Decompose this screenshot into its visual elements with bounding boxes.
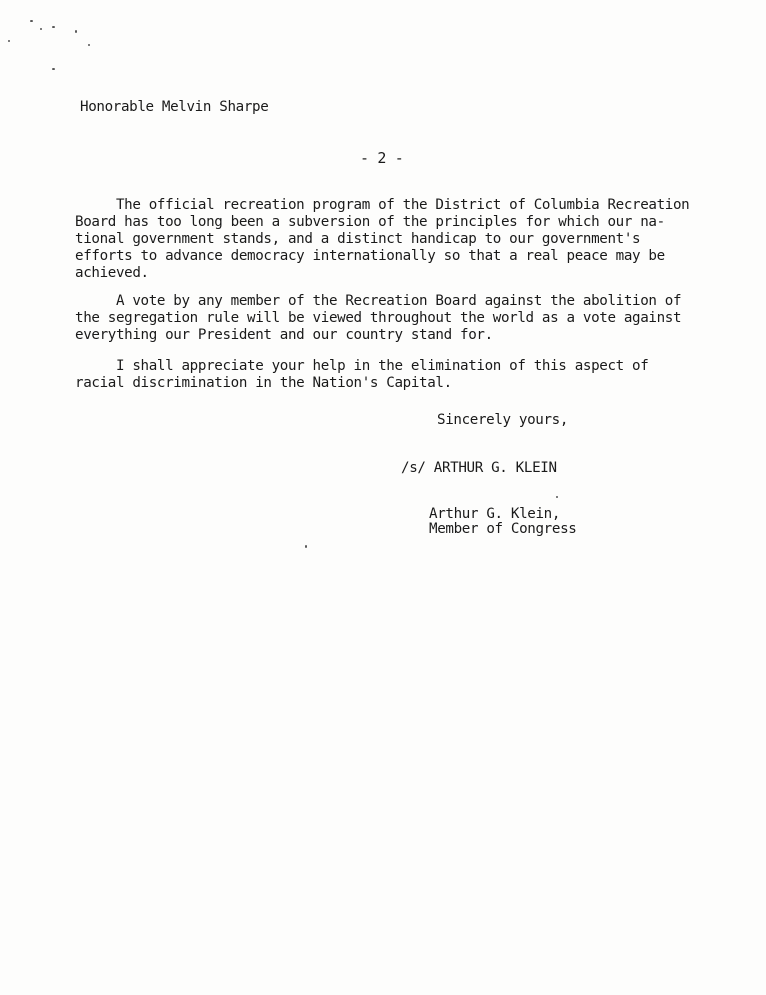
paragraph-line: the segregation rule will be viewed throughout the world as a vote against <box>75 310 682 326</box>
addressee-line: Honorable Melvin Sharpe <box>80 99 269 115</box>
scan-speck <box>8 40 10 42</box>
paragraph-3 <box>75 358 695 392</box>
scan-speck <box>88 44 90 46</box>
scan-speck <box>52 68 55 70</box>
paragraph-line: I shall appreciate your help in the elimination of this aspect of <box>75 358 649 374</box>
signer-title: Member of Congress <box>429 521 577 537</box>
paragraph-2 <box>75 293 695 344</box>
scan-speck <box>556 496 558 498</box>
scan-speck <box>305 545 307 548</box>
paragraph-1 <box>75 197 695 282</box>
paragraph-line: racial discrimination in the Nation's Capital. <box>75 375 452 391</box>
paragraph-line: The official recreation program of the District of Columbia Recreation <box>75 197 690 213</box>
page-number: - 2 - <box>360 149 404 167</box>
paragraph-line: achieved. <box>75 265 149 281</box>
paragraph-line: tional government stands, and a distinct handicap to our government's <box>75 231 641 247</box>
signer-name: Arthur G. Klein, <box>429 506 561 522</box>
paragraph-line: everything our President and our country stand for. <box>75 327 493 343</box>
closing-salutation: Sincerely yours, <box>437 412 569 428</box>
scan-speck <box>40 28 42 30</box>
scan-speck <box>30 20 33 22</box>
paragraph-line: Board has too long been a subversion of the principles for which our na- <box>75 214 665 230</box>
paragraph-line: A vote by any member of the Recreation Board against the abolition of <box>75 293 682 309</box>
scan-speck <box>75 30 77 33</box>
typed-signature: /s/ ARTHUR G. KLEIN <box>401 460 557 476</box>
scan-speck <box>52 26 55 28</box>
paragraph-line: efforts to advance democracy internationally so that a real peace may be <box>75 248 665 264</box>
